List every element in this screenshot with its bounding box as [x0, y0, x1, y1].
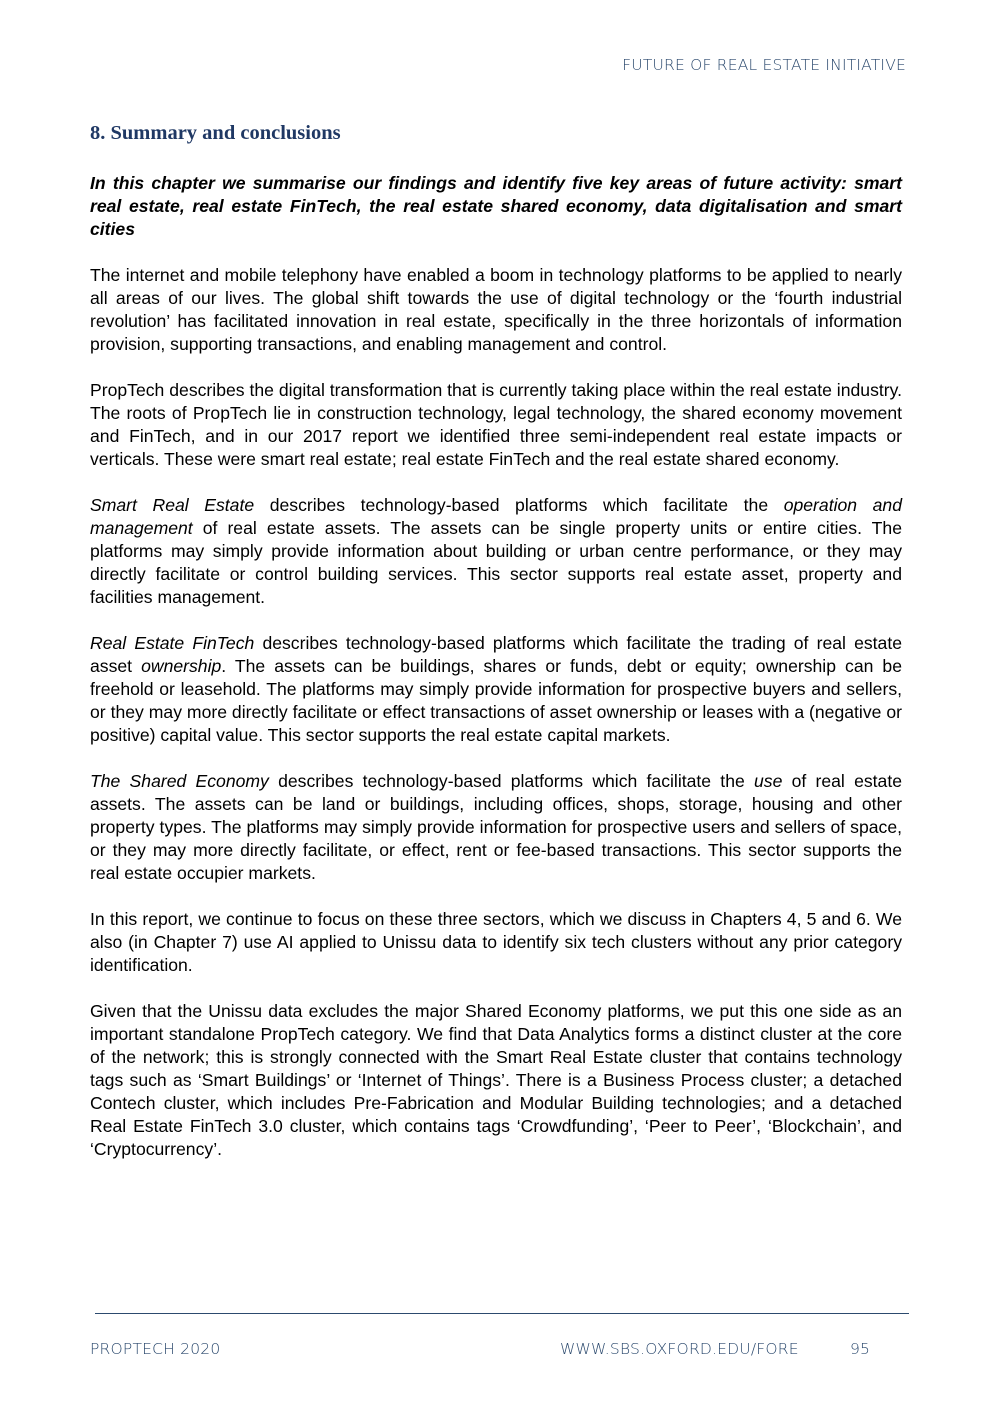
paragraph-clusters: Given that the Unissu data excludes the major Shared Economy platforms, we put this one side as an important standalone PropTech category. We find that Data Analytics forms a distinct cluster at the core of the network; this is strongly connected with the Smart Real Estate cluster that contains technology tags such as ‘Smart Buildings’ or ‘Internet of Things’. There is a Business Process cluster; a detached Contech cluster, which includes Pre-Fabrication and Modular Building technologies; and a detached Real Estate FinTech 3.0 cluster, which contains tags ‘Crowdfunding’, ‘Peer to Peer’, ‘Blockchain’, and ‘Cryptocurrency’. — [90, 1001, 902, 1159]
paragraph-sectors-focus: In this report, we continue to focus on these three sectors, which we discuss in Chapters 4, 5 and 6. We also (in Chapter 7) use AI applied to Unissu data to identify six tech clusters without any prior category identification. — [90, 909, 902, 975]
term-shared-economy: The Shared Economy — [90, 771, 269, 791]
running-header: FUTURE OF REAL ESTATE INITIATIVE — [622, 56, 906, 74]
chapter-lead: In this chapter we summarise our findings and identify five key areas of future activity: smart real estate, real estate FinTech, the real estate shared economy, data digitalisation and smart cities — [90, 173, 902, 239]
page-body — [90, 120, 902, 1184]
paragraph-real-estate-fintech: Real Estate FinTech describes technology-based platforms which facilitate the trading of real estate asset ownership. The assets can be buildings, shares or funds, debt or equity; ownership can be freehold or leasehold. The platforms may simply provide information for prospective buyers and sellers, or they may more directly facilitate or effect transactions of asset ownership or leases with a (negative or positive) capital value. This sector supports the real estate capital markets. — [90, 633, 902, 745]
paragraph-internet: The internet and mobile telephony have enabled a boom in technology platforms to be applied to nearly all areas of our lives. The global shift towards the use of digital technology or the ‘fourth industrial revolution’ has facilitated innovation in real estate, specifically in the three horizontals of information provision, supporting transactions, and enabling management and control. — [90, 265, 902, 354]
footer-publication: PROPTECH 2020 — [90, 1340, 221, 1358]
paragraph-shared-economy: The Shared Economy describes technology-based platforms which facilitate the use of real estate assets. The assets can be land or buildings, including offices, shops, storage, housing and other property types. The platforms may simply provide information for prospective users and sellers of space, or they may more directly facilitate, or effect, rent or fee-based transactions. This sector supports the real estate occupier markets. — [90, 771, 903, 883]
paragraph-smart-real-estate: Smart Real Estate describes technology-based platforms which facilitate the operation and management of real estate assets. The assets can be single property units or entire cities. The platforms may simply provide information about building or urban centre performance, or they may directly facilitate or control building services. This sector supports real estate asset, property and facilities management. — [90, 495, 902, 607]
footer-divider — [95, 1313, 909, 1314]
paragraph-proptech: PropTech describes the digital transformation that is currently taking place within the real estate industry. The roots of PropTech lie in construction technology, legal technology, the shared economy movement and FinTech, and in our 2017 report we identified three semi-independent real estate impacts or verticals. These were smart real estate; real estate FinTech and the real estate shared economy. — [90, 380, 902, 469]
footer-url[interactable]: WWW.SBS.OXFORD.EDU/FORE — [560, 1340, 799, 1358]
term-real-estate-fintech: Real Estate FinTech — [90, 633, 255, 653]
page-number: 95 — [850, 1340, 871, 1358]
term-smart-real-estate: Smart Real Estate — [90, 495, 255, 515]
chapter-heading: 8. Summary and conclusions — [90, 122, 341, 144]
